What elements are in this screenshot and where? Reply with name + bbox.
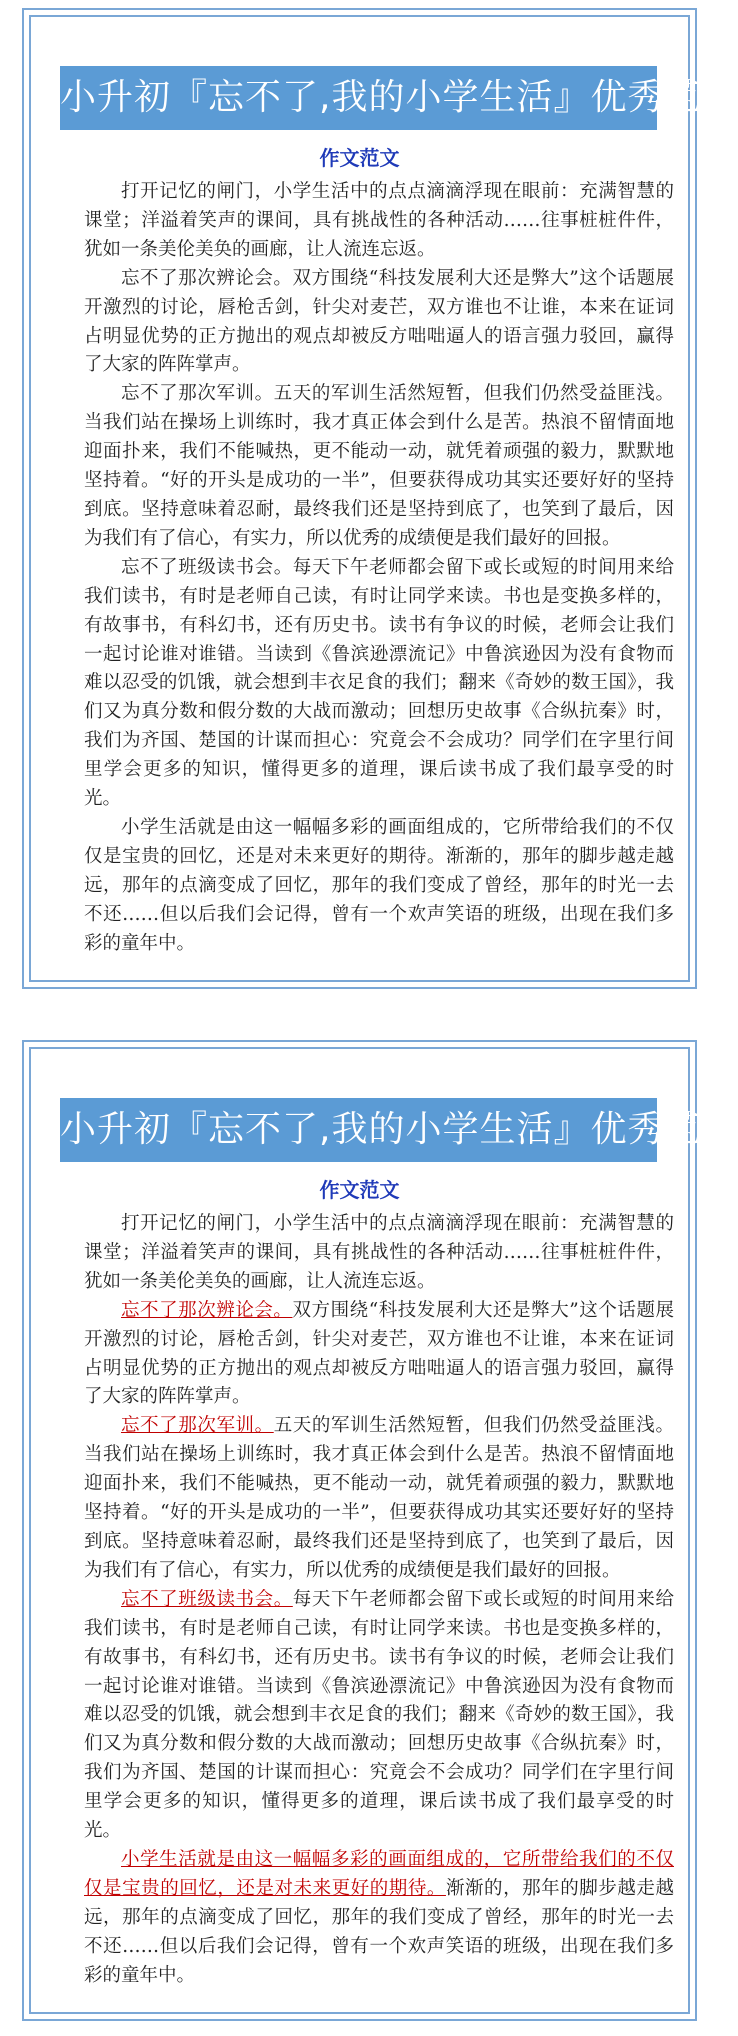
paragraph-3 xyxy=(84,1412,674,1585)
essay-card-annotated xyxy=(22,1040,738,2021)
paragraph-text: 打开记忆的闸门，小学生活中的点点滴滴浮现在眼前：充满智慧的课堂；洋溢着笑声的课间，具有挑战性的各种活动……往事桩桩件件，犹如一条美伦美奂的画廊，让人流连忘返。 xyxy=(84,1213,674,1292)
highlighted-topic-sentence: 忘不了那次辨论会。 xyxy=(121,1299,293,1321)
paragraph-2 xyxy=(84,265,674,381)
paragraph-4 xyxy=(84,1586,674,1846)
paragraph-summary: 小学生活就是由这一幅幅多彩的画面组成的，它所带给我们的不仅仅是宝贵的回忆，还是对未来更好的期待。 xyxy=(84,816,674,867)
paragraph-5 xyxy=(84,1846,674,1991)
paragraph-5 xyxy=(84,814,674,959)
paragraph-3 xyxy=(84,380,674,553)
essay-subtitle: 作文范文 xyxy=(319,146,400,170)
paragraph-text: 双方围绕“科技发展利大还是弊大”这个话题展开激烈的讨论，唇枪舌剑，针尖对麦芒，双方谁也不让谁，本来在证词占明显优势的正方抛出的观点却被反方咄咄逼人的语言强力驳回，赢得了大家的阵阵掌声。 xyxy=(84,267,674,376)
essay-subtitle: 作文范文 xyxy=(319,1178,400,1202)
highlighted-topic-sentence: 忘不了那次军训。 xyxy=(121,1415,274,1437)
paragraph-text: 渐渐的，那年的脚步越走越远，那年的点滴变成了回忆，那年的我们变成了曾经，那年的时光一去不还……但以后我们会记得，曾有一个欢声笑语的班级，出现在我们多彩的童年中。 xyxy=(84,1877,674,1986)
paragraph-text: 五天的军训生活然短暂，但我们仍然受益匪浅。当我们站在操场上训练时，我才真正体会到什么是苦。热浪不留情面地迎面扑来，我们不能喊热，更不能动一动，就凭着顽强的毅力，默默地坚持着。“好的开头是成功的一半”，但要获得成功其实还要好好的坚持到底。坚持意味着忍耐，最终我们还是坚持到底了，也笑到了最后，因为我们有了信心，有实力，所以优秀的成绩便是我们最好的回报。 xyxy=(84,383,674,549)
paragraph-2 xyxy=(84,1297,674,1413)
paragraph-text: 每天下午老师都会留下或长或短的时间用来给我们读书，有时是老师自己读，有时让同学来读。书也是变换多样的，有故事书，有科幻书，还有历史书。读书有争议的时候，老师会让我们一起讨论谁对谁错。当读到《鲁滨逊漂流记》中鲁滨逊因为没有食物而难以忍受的饥饿，就会想到丰衣足食的我们；翻来《奇妙的数王国》，我们又为真分数和假分数的大战而激动；回想历史故事《合纵抗秦》时，我们为齐国、楚国的计谋而担心：究竟会不会成功？同学们在字里行间里学会更多的知识，懂得更多的道理，课后读书成了我们最享受的时光。 xyxy=(84,556,674,810)
paragraph-topic: 忘不了那次辨论会。 xyxy=(121,267,293,289)
essay-title: 小升初『忘不了,我的小学生活』优秀范文 xyxy=(60,66,657,130)
essay-body xyxy=(84,1210,674,1990)
paragraph-1 xyxy=(84,178,674,265)
paragraph-4 xyxy=(84,554,674,814)
paragraph-text: 渐渐的，那年的脚步越走越远，那年的点滴变成了回忆，那年的我们变成了曾经，那年的时光一去不还……但以后我们会记得，曾有一个欢声笑语的班级，出现在我们多彩的童年中。 xyxy=(84,845,674,954)
paragraph-text: 双方围绕“科技发展利大还是弊大”这个话题展开激烈的讨论，唇枪舌剑，针尖对麦芒，双方谁也不让谁，本来在证词占明显优势的正方抛出的观点却被反方咄咄逼人的语言强力驳回，赢得了大家的阵阵掌声。 xyxy=(84,1299,674,1408)
paragraph-topic: 忘不了班级读书会。 xyxy=(121,556,293,578)
essay-body xyxy=(84,178,674,958)
paragraph-text: 五天的军训生活然短暂，但我们仍然受益匪浅。当我们站在操场上训练时，我才真正体会到什么是苦。热浪不留情面地迎面扑来，我们不能喊热，更不能动一动，就凭着顽强的毅力，默默地坚持着。“好的开头是成功的一半”，但要获得成功其实还要好好的坚持到底。坚持意味着忍耐，最终我们还是坚持到底了，也笑到了最后，因为我们有了信心，有实力，所以优秀的成绩便是我们最好的回报。 xyxy=(84,1415,674,1581)
paragraph-text: 每天下午老师都会留下或长或短的时间用来给我们读书，有时是老师自己读，有时让同学来读。书也是变换多样的，有故事书，有科幻书，还有历史书。读书有争议的时候，老师会让我们一起讨论谁对谁错。当读到《鲁滨逊漂流记》中鲁滨逊因为没有食物而难以忍受的饥饿，就会想到丰衣足食的我们；翻来《奇妙的数王国》，我们又为真分数和假分数的大战而激动；回想历史故事《合纵抗秦》时，我们为齐国、楚国的计谋而担心：究竟会不会成功？同学们在字里行间里学会更多的知识，懂得更多的道理，课后读书成了我们最享受的时光。 xyxy=(84,1588,674,1842)
highlighted-topic-sentence: 忘不了班级读书会。 xyxy=(121,1588,293,1610)
essay-title: 小升初『忘不了,我的小学生活』优秀范文 xyxy=(60,1098,657,1162)
paragraph-topic: 忘不了那次军训。 xyxy=(121,383,274,405)
essay-card-plain xyxy=(22,8,738,989)
highlighted-summary-sentence: 小学生活就是由这一幅幅多彩的画面组成的，它所带给我们的不仅仅是宝贵的回忆，还是对未来更好的期待。 xyxy=(84,1848,674,1899)
paragraph-1 xyxy=(84,1210,674,1297)
paragraph-text: 打开记忆的闸门，小学生活中的点点滴滴浮现在眼前：充满智慧的课堂；洋溢着笑声的课间，具有挑战性的各种活动……往事桩桩件件，犹如一条美伦美奂的画廊，让人流连忘返。 xyxy=(84,181,674,260)
